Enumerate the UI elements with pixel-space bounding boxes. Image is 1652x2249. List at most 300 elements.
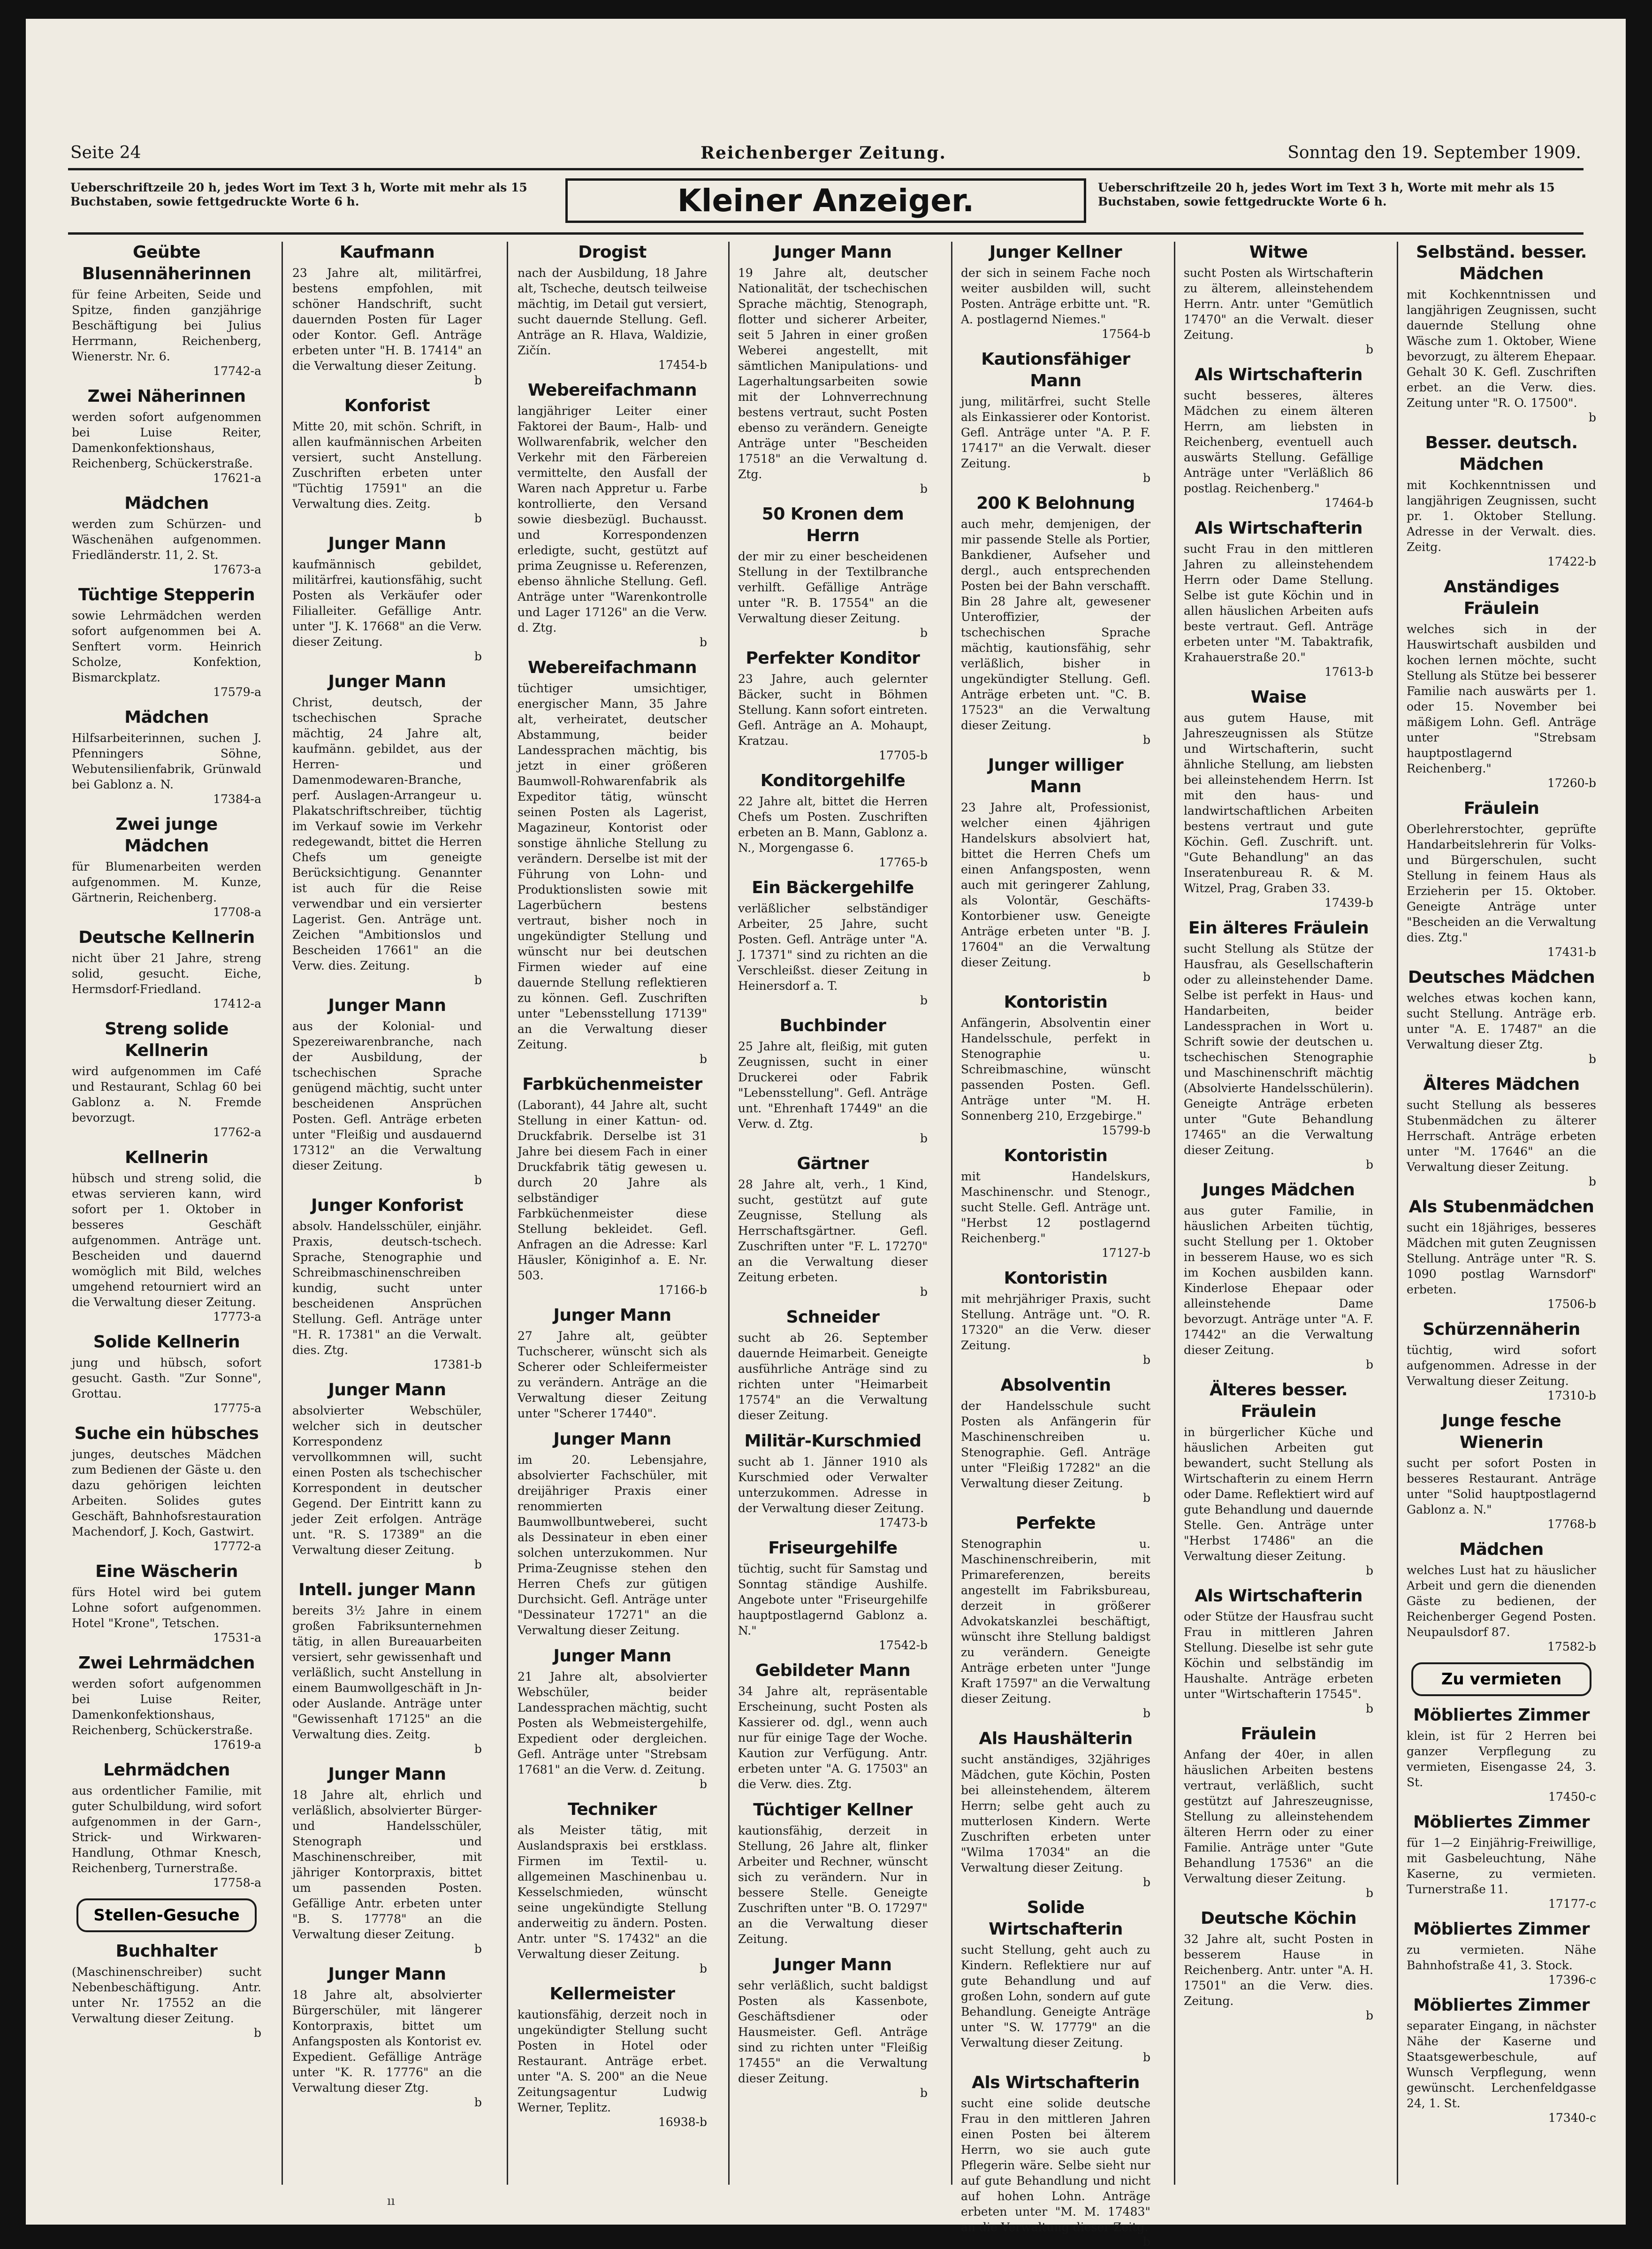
ad-title: Anständiges Fräulein — [1443, 577, 1560, 618]
ad-title: Kontoristin — [1004, 993, 1108, 1012]
ad-text: werden sofort aufgenommen bei Luise Reiter, Damenkonfektionshaus, Reichenberg, Schückerstraße. — [72, 410, 261, 470]
ad-text: fürs Hotel wird bei gutem Lohne sofort aufgenommen. Hotel "Krone", Tetschen. — [72, 1585, 261, 1630]
classified-ad — [1407, 1539, 1596, 1654]
ad-title: Schneider — [786, 1308, 880, 1327]
price-note-left: Ueberschriftzeile 20 h, jedes Wort im Text 3 h, Worte mit mehr als 15 Buchstaben, sowie fettgedruckte Worte 6 h. — [70, 181, 527, 208]
ad-text: nach der Ausbildung, 18 Jahre alt, Tscheche, deutsch teilweise mächtig, im Detail gut versiert, sucht dauernde Stellung. Gefl. Anträge an R. Hlava, Waldizie, Zičín. — [518, 266, 707, 357]
ad-code: 17450-c — [1548, 1790, 1596, 1804]
classified-ad — [72, 1759, 261, 1890]
ad-text: junges, deutsches Mädchen zum Bedienen der Gäste u. den dazu gehörigen leichten Arbeiten. Solides gutes Geschäft, Bahnhofsrestauration Machendorf, J. Koch, Gastwirt. — [72, 1447, 261, 1538]
ad-title: Kontoristin — [1004, 1146, 1108, 1165]
ad-text: werden sofort aufgenommen bei Luise Reiter, Damenkonfektionshaus, Reichenberg, Schückerstraße. — [72, 1677, 261, 1737]
ad-column — [734, 242, 931, 2185]
classified-ad — [518, 1799, 707, 1976]
ad-title: Buchbinder — [779, 1016, 886, 1035]
ad-code: 17260-b — [1547, 776, 1596, 790]
ad-text: tüchtig, wird sofort aufgenommen. Adresse in der Verwaltung dieser Zeitung. — [1407, 1343, 1596, 1388]
ad-text: als Meister tätig, mit Auslandspraxis bei erstklass. Firmen im Textil- u. allgemeinen Maschinenbau u. Kesselschmieden, wünscht seine ungekündigte Stellung anderweitig zu ändern. Posten. Antr. unter "S. 17432" an die Verwaltung dieser Zeitung. — [518, 1823, 707, 1961]
ad-code: 17673-a — [213, 563, 261, 576]
ad-code: 17454-b — [658, 358, 707, 372]
ad-text: tüchtiger umsichtiger, energischer Mann, 35 Jahre alt, verheiratet, deutscher Abstammung, beider Landessprachen mächtig, bis jetzt in einer größeren Baumwoll-Rohwarenfabrik als Expeditor tätig, wünscht seinen Posten als Lagerist, Magazineur, Kontorist oder sonstige ähnliche Stellung zu verändern. Derselbe ist mit der Führung von Lohn- und Produktionslisten sowie mit Lagerbüchern bestens vertraut, bisher noch in ungekündigter Stellung und wünscht nur bei deutschen Firmen wieder auf eine dauernde Stellung reflektieren zu können. Gefl. Zuschriften unter "Lebensstellung 17139" an die Verwaltung dieser Zeitung. — [518, 681, 707, 1051]
ad-title: Junger Mann — [328, 534, 446, 553]
ad-text: 18 Jahre alt, ehrlich und verläßlich, absolvierter Bürger- und Handelsschüler, Stenograph und Maschinenschreiber, mit jähriger Kontorpraxis, bittet um passenden Posten. Gefällige Antr. erbeten unter "B. S. 17778" an die Verwaltung dieser Zeitung. — [292, 1788, 482, 1941]
classified-ad — [292, 1764, 482, 1956]
ad-text: sucht ab 26. September dauernde Heimarbeit. Geneigte ausführliche Anträge sind zu richten unter "Heimarbeit 17574" an die Verwaltung dieser Zeitung. — [738, 1331, 928, 1422]
ad-code: b — [920, 482, 928, 496]
classified-ad — [1184, 1179, 1373, 1372]
ad-code: 17384-a — [213, 792, 261, 806]
ad-code: 17762-a — [213, 1125, 261, 1139]
ad-code: b — [474, 1742, 482, 1756]
ad-code: b — [1365, 2009, 1373, 2022]
classified-ad — [72, 1941, 261, 2040]
ad-text: absolv. Handelsschüler, einjähr. Praxis, deutsch-tschech. Sprache, Stenographie und Schreibmaschinenschreiben kundig, sucht unter bescheidenen Ansprüchen Stellung. Gefl. Anträge unter "H. R. 17381" an die Verwalt. dies. Ztg. — [292, 1219, 482, 1357]
ad-title: Junger williger Mann — [988, 756, 1124, 796]
classified-ad — [1184, 364, 1373, 510]
ad-code: b — [474, 1558, 482, 1571]
ad-code: b — [1365, 1702, 1373, 1715]
ad-code: 17166-b — [658, 1283, 707, 1297]
ad-code: b — [1365, 1886, 1373, 1900]
classified-ad — [961, 1145, 1150, 1260]
ad-code: 17542-b — [879, 1638, 928, 1652]
ad-code: b — [474, 512, 482, 525]
classified-ad — [72, 386, 261, 485]
classified-ad — [1407, 242, 1596, 425]
ad-code: 17705-b — [879, 749, 928, 762]
ad-title: Geübte Blusennäherinnen — [82, 243, 251, 283]
classified-ad — [518, 380, 707, 650]
ad-code: 17619-a — [213, 1738, 261, 1752]
ad-text: werden zum Schürzen- und Wäschenähen aufgenommen. Friedländerstr. 11, 2. St. — [72, 517, 261, 562]
classified-ad — [518, 1305, 707, 1421]
ad-code: b — [474, 1942, 482, 1956]
ad-text: mit Handelskurs, Maschinenschr. und Stenogr., sucht Stelle. Gefl. Anträge unt. "Herbst 12 postlagernd Reichenberg." — [961, 1170, 1150, 1245]
ad-title: Perfekter Konditor — [746, 649, 920, 668]
ad-text: kautionsfähig, derzeit noch in ungekündigter Stellung sucht Posten in Hotel oder Restaurant. Anträge erbet. unter "A. S. 200" an die Neue Zeitungsagentur Ludwig Werner, Teplitz. — [518, 2008, 707, 2114]
column-divider — [282, 242, 283, 2185]
ad-title: Zwei Lehrmädchen — [78, 1653, 255, 1673]
ad-text: welches sich in der Hauswirtschaft ausbilden und kochen lernen möchte, sucht Stellung als Stütze bei besserer Familie nach auswärts per 1. oder 15. November bei mäßigem Lohn. Gefl. Anträge unter "Strebsam hauptpostlagernd Reichenberg." — [1407, 622, 1596, 775]
classified-ad — [1407, 1705, 1596, 1804]
ad-text: oder Stütze der Hausfrau sucht Frau in mittleren Jahren Stellung. Dieselbe ist sehr gute Köchin und selbständig im Haushalte. Anträge erbeten unter "Wirtschafterin 17545". — [1184, 1610, 1373, 1701]
ad-code: 17431-b — [1547, 945, 1596, 959]
column-divider — [1174, 242, 1175, 2185]
ad-text: Anfängerin, Absolventin einer Handelsschule, perfekt in Stenographie u. Schreibmaschine, wünscht passenden Posten. Gefl. Anträge unter "M. H. Sonnenberg 210, Erzgebirge." — [961, 1016, 1150, 1123]
ad-title: Tüchtige Stepperin — [78, 585, 255, 604]
ad-text: der Handelsschule sucht Posten als Anfängerin für Maschinenschreiben u. Stenographie. Gefl. Anträge unter "Fleißig 17282" an die Verwaltung dieser Zeitung. — [961, 1399, 1150, 1490]
ad-code: 17464-b — [1325, 496, 1373, 510]
ad-text: Oberlehrerstochter, geprüfte Handarbeitslehrerin für Volks- und Bürgerschulen, sucht Stellung in feinem Haus als Erzieherin per 15. Oktober. Geneigte Anträge unter "Bescheiden an die Verwaltung dies. Ztg." — [1407, 822, 1596, 944]
ad-code: 17773-a — [213, 1310, 261, 1323]
classified-ad — [1407, 1919, 1596, 1987]
ad-text: mit mehrjähriger Praxis, sucht Stellung. Anträge unt. "O. R. 17320" an die Verw. dieser Zeitung. — [961, 1292, 1150, 1352]
classified-ad — [738, 877, 928, 1008]
ad-text: kaufmännisch gebildet, militärfrei, kautionsfähig, sucht Posten als Verkäufer oder Filialleiter. Gefällige Antr. unter "J. K. 17668" an die Verw. dieser Zeitung. — [292, 558, 482, 649]
ad-text: aus guter Familie, in häuslichen Arbeiten tüchtig, sucht Stellung per 1. Oktober in besserem Hause, wo es sich im Kochen ausbilden kann. Kinderlose Ehepaar oder alleinstehende Dame bevorzugt. Anträge unter "A. F. 17442" an die Verwaltung dieser Zeitung. — [1184, 1204, 1373, 1357]
ad-title: Als Wirtschafterin — [1195, 519, 1363, 538]
ad-code: b — [920, 1285, 928, 1299]
ad-code: 17765-b — [879, 856, 928, 869]
ad-code: b — [474, 650, 482, 663]
ad-title: Junger Mann — [328, 1380, 446, 1400]
ad-code: 17396-c — [1548, 1973, 1596, 1987]
ad-title: Ein älteres Fräulein — [1188, 918, 1369, 938]
classified-ad — [738, 648, 928, 763]
ad-title: Intell. junger Mann — [298, 1580, 476, 1599]
ad-text: nicht über 21 Jahre, streng solid, gesucht. Eiche, Hermsdorf-Friedland. — [72, 951, 261, 996]
ad-code: 17412-a — [213, 997, 261, 1010]
classified-ad — [738, 1430, 928, 1530]
ad-text: hübsch und streng solid, die etwas servieren kann, wird sofort per 1. Oktober in besseres Geschäft aufgenommen. Anträge unt. Bescheiden und dauernd womöglich mit Bild, welches umgehend retourniert wird an die Verwaltung dieser Zeitung. — [72, 1171, 261, 1309]
ad-title: Junger Mann — [328, 996, 446, 1015]
ad-text: tüchtig, sucht für Samstag und Sonntag ständige Aushilfe. Angebote unter "Friseurgehilfe hauptpostlagernd Gablonz a. N." — [738, 1562, 928, 1637]
ad-code: b — [1142, 2050, 1150, 2064]
ad-text: Anfang der 40er, in allen häuslichen Arbeiten bestens vertraut, verläßlich, sucht gestützt auf Jahreszeugnisse, Stellung zu alleinstehendem älteren Herrn oder zu einer Familie. Anträge unter "Gute Behandlung 17536" an die Verwaltung dieser Zeitung. — [1184, 1748, 1373, 1885]
ad-code: b — [253, 2026, 261, 2040]
classified-ad — [1184, 1723, 1373, 1900]
ad-code: b — [699, 635, 707, 649]
ad-title: Junger Mann — [774, 243, 892, 262]
ad-text: 32 Jahre alt, sucht Posten in besserem Hause in Reichenberg. Antr. unter "A. H. 17501" an die Verw. dies. Zeitung. — [1184, 1932, 1373, 2008]
ad-title: Möbliertes Zimmer — [1413, 1706, 1590, 1725]
ad-title: Mädchen — [124, 494, 209, 513]
page-number: Seite 24 — [70, 143, 141, 162]
ad-text: aus der Kolonial- und Spezereiwarenbranche, nach der Ausbildung, der tschechischen Sprache genügend mächtig, sucht unter bescheidenen Ansprüchen Posten. Gefl. Anträge erbeten unter "Fleißig und ausdauernd 17312" an die Verwaltung dieser Zeitung. — [292, 1019, 482, 1172]
ad-title: Junger Mann — [328, 1765, 446, 1784]
ad-title: Konforist — [344, 396, 430, 415]
ad-code: 17579-a — [213, 685, 261, 699]
ad-text: 22 Jahre alt, bittet die Herren Chefs um Posten. Zuschriften erbeten an B. Mann, Gablonz a. N., Morgengasse 6. — [738, 795, 928, 855]
ad-code: 17613-b — [1325, 665, 1373, 679]
classified-ad — [72, 814, 261, 919]
ad-code: b — [1365, 1564, 1373, 1577]
ad-text: aus ordentlicher Familie, mit guter Schulbildung, wird sofort aufgenommen in der Garn-, Strick- und Wirkwaren-Handlung, Othmar Knesch, Reichenberg, Turnerstraße. — [72, 1784, 261, 1875]
ad-title: Tüchtiger Kellner — [753, 1800, 913, 1820]
classified-ad — [292, 242, 482, 388]
ad-code: b — [920, 2086, 928, 2100]
classified-ad — [738, 1660, 928, 1792]
ad-code: 17531-a — [213, 1631, 261, 1645]
classified-ad — [72, 1652, 261, 1752]
ad-text: 23 Jahre alt, militärfrei, bestens empfohlen, mit schöner Handschrift, sucht dauernden Posten für Lager oder Kontor. Gefl. Anträge erbeten unter "H. B. 17414" an die Verwaltung dieser Zeitung. — [292, 266, 482, 373]
ad-text: mit Kochkenntnissen und langjährigen Zeugnissen, sucht dauernde Stellung ohne Wäsche zum 1. Oktober, Wiene bevorzugt, zu älterem Ehepaar. Gehalt 30 K. Gefl. Zuschriften erbet. an die Verw. dies. Zeitung unter "R. O. 17500". — [1407, 288, 1596, 410]
ad-title: Drogist — [578, 243, 647, 262]
ad-code: b — [1142, 2235, 1150, 2249]
classified-ad — [1407, 1319, 1596, 1403]
ad-code: 17582-b — [1547, 1640, 1596, 1653]
ad-text: welches etwas kochen kann, sucht Stellung. Anträge erb. unter "A. E. 17487" an die Verwaltung dieser Ztg. — [1407, 991, 1596, 1051]
ad-text: (Laborant), 44 Jahre alt, sucht Stellung in einer Kattun- od. Druckfabrik. Derselbe ist 31 Jahre bei diesem Fach in einer Druckfabrik tätig gewesen u. durch 20 Jahre als selbständiger Farbküchenmeister diese Stellung bekleidet. Gefl. Anfragen an die Adresse: Karl Häusler, Königinhof a. E. Nr. 503. — [518, 1098, 707, 1282]
classified-ad — [72, 1423, 261, 1553]
ad-code: 17473-b — [879, 1516, 928, 1530]
ad-title: Buchhalter — [115, 1942, 218, 1961]
ad-title: Deutsches Mädchen — [1408, 968, 1595, 987]
ad-code: b — [920, 994, 928, 1007]
ad-text: in bürgerlicher Küche und häuslichen Arbeiten gut bewandert, sucht Stellung als Wirtschafterin zu einem Herrn oder Dame. Reflektiert wird auf gute Behandlung und dauernde Stelle. Gen. Anträge unter "Herbst 17486" an die Verwaltung dieser Zeitung. — [1184, 1425, 1373, 1563]
section-title: Kleiner Anzeiger. — [565, 178, 1086, 223]
ad-text: bereits 3½ Jahre in einem großen Fabriksunternehmen tätig, in allen Bureauarbeiten versiert, sehr gewissenhaft und verläßlich, sucht Anstellung in einem Baumwollgeschäft in Jn- oder Auslande. Anträge unter "Gewissenhaft 17125" an die Verwaltung dies. Zeitg. — [292, 1604, 482, 1741]
ad-text: 28 Jahre alt, verh., 1 Kind, sucht, gestützt auf gute Zeugnisse, Stellung als Herrschaftsgärtner. Gefl. Zuschriften unter "F. L. 17270" an die Verwaltung dieser Zeitung erbeten. — [738, 1178, 928, 1284]
classified-ad — [292, 1964, 482, 2110]
ad-code: b — [1365, 1158, 1373, 1171]
classified-ad — [1184, 518, 1373, 679]
ad-code: 15799-b — [1102, 1124, 1150, 1137]
ad-code: b — [474, 1173, 482, 1187]
classified-ad — [292, 395, 482, 526]
ad-title: Als Wirtschafterin — [972, 2073, 1140, 2092]
newspaper-page — [26, 19, 1626, 2249]
classified-ad — [292, 995, 482, 1187]
title-rule — [68, 232, 1583, 235]
classified-ad — [72, 1561, 261, 1645]
ad-code: b — [699, 1052, 707, 1066]
ad-column — [514, 242, 711, 2185]
ad-code: b — [1365, 343, 1373, 356]
classified-ad — [961, 1728, 1150, 1889]
ad-column — [68, 242, 265, 2185]
ad-text: der sich in seinem Fache noch weiter ausbilden will, sucht Posten. Anträge erbitte unt. "R. A. postlagernd Niemes." — [961, 266, 1150, 326]
classified-ad — [738, 1799, 928, 1947]
ad-text: sucht Frau in den mittleren Jahren zu alleinstehendem Herrn oder Dame Stellung. Selbe ist gute Köchin und in allen häuslichen Arbeiten aufs beste vertraut. Gefl. Anträge erbeten unter "M. Tabaktrafik, Krahauerstraße 20." — [1184, 542, 1373, 664]
ad-code: b — [699, 1962, 707, 1975]
classified-ad — [72, 1331, 261, 1415]
ad-title: Selbständ. besser. Mädchen — [1416, 243, 1587, 283]
ad-code: 17772-a — [213, 1539, 261, 1553]
ad-title: Gärtner — [797, 1154, 869, 1173]
ad-code: 17177-c — [1548, 1897, 1596, 1911]
ad-title: Mädchen — [1459, 1540, 1544, 1559]
ad-text: sucht Stellung als besseres Stubenmädchen zu älterer Herrschaft. Anträge erbeten unter "M. 17646" an die Verwaltung dieser Zeitung. — [1407, 1098, 1596, 1174]
classified-ad — [738, 1153, 928, 1299]
ad-title: Als Wirtschafterin — [1195, 365, 1363, 384]
ad-text: sucht eine solide deutsche Frau in den mittleren Jahren einen Posten bei älterem Herrn, wo sie auch gute Pflegerin wäre. Selbe sieht nur auf gute Behandlung und nicht auf hohen Lohn. Anträge erbeten unter "M. M. 17483" an die Verwaltung dieser Zeitg. — [961, 2096, 1150, 2234]
ad-title: Junges Mädchen — [1202, 1180, 1355, 1200]
ad-code: 17127-b — [1102, 1246, 1150, 1260]
ad-title: Fräulein — [1241, 1724, 1317, 1744]
ad-title: Junger Mann — [553, 1646, 671, 1666]
classified-ad — [961, 1897, 1150, 2065]
classified-ad — [72, 1147, 261, 1324]
ad-code: b — [1588, 1052, 1596, 1066]
ad-title: Mädchen — [124, 708, 209, 727]
ad-text: zu vermieten. Nähe Bahnhofstraße 41, 3. Stock. — [1407, 1943, 1596, 1972]
classified-ad — [1184, 1908, 1373, 2023]
classified-ad — [961, 755, 1150, 984]
ad-title: Waise — [1250, 688, 1307, 707]
ad-code: 17340-c — [1548, 2111, 1596, 2125]
ad-code: b — [1142, 1875, 1150, 1889]
classified-ad — [961, 1268, 1150, 1367]
classified-ad — [518, 242, 707, 372]
classified-ad — [292, 1195, 482, 1372]
footer-mark: ıı — [387, 2194, 395, 2208]
classified-ad — [292, 1379, 482, 1572]
ad-title: Möbliertes Zimmer — [1413, 1920, 1590, 1939]
ad-code: 17621-a — [213, 471, 261, 485]
ad-title: Friseurgehilfe — [768, 1538, 898, 1558]
ad-title: Möbliertes Zimmer — [1413, 1996, 1590, 2015]
column-divider — [507, 242, 508, 2185]
ad-code: b — [1588, 411, 1596, 424]
stellen-gesuche-heading: Stellen-Gesuche — [76, 1898, 257, 1932]
ad-column — [957, 242, 1154, 2249]
ad-title: Junger Mann — [328, 1965, 446, 1984]
ad-text: 23 Jahre, auch gelernter Bäcker, sucht in Böhmen Stellung. Kann sofort eintreten. Gefl. Anträge an A. Mohaupt, Kratzau. — [738, 672, 928, 748]
ad-title: Junger Konforist — [311, 1196, 463, 1215]
ad-text: langjähriger Leiter einer Faktorei der Baum-, Halb- und Wollwarenfabrik, welcher den Verkehr mit den Färbereien vermittelte, den Ausfall der Waren nach Appretur u. Farbe kontrollierte, den Versand sowie diesbezügl. Buchausst. und Korrespondenzen erledigte, sucht, gestützt auf prima Zeugnisse u. Referenzen, ebenso ähnliche Stellung. Gefl. Anträge unter "Warenkontrolle und Lager 17126" an die Verw. d. Ztg. — [518, 404, 707, 635]
ad-code: 17758-a — [213, 1876, 261, 1889]
ad-title: Junger Mann — [774, 1955, 892, 1974]
classified-ad — [518, 1074, 707, 1297]
ad-code: 17708-a — [213, 905, 261, 919]
classified-ad — [738, 770, 928, 870]
ad-title: Junger Mann — [328, 672, 446, 691]
ad-title: Konditorgehilfe — [760, 771, 906, 790]
ad-code: b — [474, 973, 482, 987]
classified-ad — [72, 242, 261, 378]
ad-text: Mitte 20, mit schön. Schrift, in allen kaufmännischen Arbeiten versiert, sucht Anstellung. Zuschriften erbeten unter "Tüchtig 17591" an die Verwaltung dies. Zeitg. — [292, 420, 482, 511]
ad-text: welches Lust hat zu häuslicher Arbeit und gern die dienenden Gäste zu bedienen, der Reichenberger Gegend Posten. Neupaulsdorf 87. — [1407, 1563, 1596, 1639]
ad-code: b — [1142, 471, 1150, 485]
classified-ad — [961, 2072, 1150, 2249]
ad-code: 17310-b — [1547, 1389, 1596, 1402]
ad-code: 17381-b — [433, 1358, 482, 1371]
ad-code: b — [1142, 733, 1150, 747]
classified-ad — [738, 1015, 928, 1146]
ad-title: Streng solide Kellnerin — [105, 1019, 228, 1060]
ad-title: Techniker — [568, 1800, 657, 1819]
ad-code: b — [920, 626, 928, 640]
classified-ad — [1407, 432, 1596, 569]
ad-text: für feine Arbeiten, Seide und Spitze, finden ganzjährige Beschäftigung bei Julius Herrmann, Reichenberg, Wienerstr. Nr. 6. — [72, 288, 261, 363]
ad-text: für Blumenarbeiten werden aufgenommen. M. Kunze, Gärtnerin, Reichenberg. — [72, 860, 261, 904]
column-divider — [951, 242, 952, 2185]
ad-title: Witwe — [1249, 243, 1308, 262]
ad-text: sucht besseres, älteres Mädchen zu einem älteren Herrn, am liebsten in Reichenberg, eventuell auch auswärts Stellung. Gefällige Anträge unter "Verläßlich 86 postlag. Reichenberg." — [1184, 389, 1373, 495]
classified-ad — [961, 1375, 1150, 1505]
ad-text: Hilfsarbeiterinnen, suchen J. Pfenningers Söhne, Webutensilienfabrik, Grünwald bei Gablonz a. N. — [72, 731, 261, 791]
ad-title: Solide Kellnerin — [93, 1332, 240, 1352]
classified-ad — [738, 1307, 928, 1423]
ad-title: Webereifachmann — [527, 381, 697, 400]
ad-text: Stenographin u. Maschinenschreiberin, mit Primareferenzen, bereits angestellt im Fabriksbureau, derzeit in größerer Advokatskanzlei beschäftigt, wünscht ihre Stellung baldigst zu verändern. Geneigte Anträge erbeten unter "Junge Kraft 17597" an die Verwaltung dieser Zeitung. — [961, 1537, 1150, 1706]
ad-code: 17506-b — [1547, 1297, 1596, 1311]
classified-ad — [1407, 576, 1596, 790]
ad-text: Christ, deutsch, der tschechischen Sprache mächtig, 24 Jahre alt, kaufmänn. gebildet, aus der Herren- und Damenmodewaren-Branche, perf. Auslagen-Arrangeur u. Plakatschriftschreiber, tüchtig im Verkauf sowie im Verkehr redegewandt, bittet die Herren Chefs um geneigte Berücksichtigung. Genannter ist auch für die Reise verwendbar und ein versierter Lagerist. Gen. Anträge unt. Zeichen "Ambitionslos und Bescheiden 17661" an die Verw. dies. Zeitung. — [292, 696, 482, 972]
ad-text: verläßlicher selbständiger Arbeiter, 25 Jahre, sucht Posten. Gefl. Anträge unter "A. J. 17371" sind zu richten an die Verschleißst. dieser Zeitung in Heinersdorf a. T. — [738, 902, 928, 993]
classified-ad — [72, 493, 261, 577]
ad-text: wird aufgenommen im Café und Restaurant, Schlag 60 bei Gablonz a. N. Fremde bevorzugt. — [72, 1064, 261, 1124]
classified-ad — [292, 1579, 482, 1756]
classified-ad — [1184, 1379, 1373, 1578]
ad-text: sucht anständiges, 32jähriges Mädchen, gute Köchin, Posten bei alleinstehendem, älterem Herrn; selbe geht auch zu mutterlosen Kindern. Werte Zuschriften erbeten unter "Wilma 17034" an die Verwaltung dieser Zeitung. — [961, 1752, 1150, 1874]
ad-title: Älteres besser. Fräulein — [1209, 1380, 1348, 1421]
classified-ad — [518, 1645, 707, 1791]
ad-code: 17422-b — [1547, 555, 1596, 568]
ad-title: Kaufmann — [339, 243, 435, 262]
ad-title: Junger Kellner — [989, 243, 1122, 262]
ad-title: Webereifachmann — [527, 658, 697, 677]
classified-ad — [1184, 242, 1373, 357]
ad-title: Militär-Kurschmied — [744, 1431, 921, 1451]
ad-text: 19 Jahre alt, deutscher Nationalität, der tschechischen Sprache mächtig, Stenograph, flotter und sicherer Arbeiter, seit 5 Jahren in einer großen Weberei angestellt, mit sämtlichen Manipulations- und Lagerhaltungsarbeiten sowie mit der Lohnverrechnung bestens vertraut, sucht Posten ebenso zu verändern. Geneigte Anträge unter "Bescheiden 17518" an die Verwaltung d. Ztg. — [738, 266, 928, 481]
ad-text: sucht Stellung, geht auch zu Kindern. Reflektiere nur auf gute Behandlung und auf großen Lohn, sondern auf gute Behandlung. Geneigte Anträge unter "S. W. 17779" an die Verwaltung dieser Zeitung. — [961, 1943, 1150, 2050]
ad-code: 17742-a — [213, 364, 261, 378]
ad-text: sowie Lehrmädchen werden sofort aufgenommen bei A. Senftert vorm. Heinrich Scholze, Konfektion, Bismarckplatz. — [72, 609, 261, 684]
ad-code: b — [1588, 1175, 1596, 1188]
ad-title: Kontoristin — [1004, 1269, 1108, 1288]
ad-code: b — [699, 1777, 707, 1791]
ad-text: separater Eingang, in nächster Nähe der Kaserne und Staatsgewerbeschule, auf Wunsch Verpflegung, wenn gewünscht. Lerchenfeldgasse 24, 1. St. — [1407, 2019, 1596, 2110]
ad-code: b — [1142, 1706, 1150, 1720]
ad-text: 23 Jahre alt, Professionist, welcher einen 4jährigen Handelskurs absolviert hat, bittet die Herren Chefs um einen Anfangsposten, wenn auch mit geringerer Zahlung, als Volontär, Geschäfts-Kontorbiener usw. Geneigte Anträge erbeten unter "B. J. 17604" an die Verwaltung dieser Zeitung. — [961, 801, 1150, 969]
ad-text: sucht per sofort Posten in besseres Restaurant. Anträge unter "Solid hauptpostlagernd Gablonz a. N." — [1407, 1456, 1596, 1516]
classified-ad — [961, 242, 1150, 341]
ad-text: der mir zu einer bescheidenen Stellung in der Textilbranche verhilft. Gefällige Anträge unter "R. B. 17554" an die Verwaltung dieser Zeitung. — [738, 550, 928, 625]
ad-text: jung, militärfrei, sucht Stelle als Einkassierer oder Kontorist. Gefl. Anträge unter "A. P. F. 17417" an die Verwalt. dieser Zeitung. — [961, 395, 1150, 470]
classified-ad — [72, 584, 261, 699]
ad-title: 50 Kronen dem Herrn — [761, 505, 904, 545]
column-divider — [728, 242, 730, 2185]
ad-text: (Maschinenschreiber) sucht Nebenbeschäftigung. Antr. unter Nr. 17552 an die Verwaltung dieser Zeitung. — [72, 1965, 261, 2025]
classified-ad — [1407, 1074, 1596, 1189]
classified-ad — [738, 242, 928, 496]
ad-text: 25 Jahre alt, fleißig, mit guten Zeugnissen, sucht in einer Druckerei oder Fabrik "Lebensstellung". Gefl. Anträge unt. "Ehrenhaft 17449" an die Verw. d. Ztg. — [738, 1040, 928, 1131]
ad-text: 21 Jahre alt, absolvierter Webschüler, beider Landessprachen mächtig, sucht Posten als Webmeistergehilfe, Expedient oder dergleichen. Gefl. Anträge unter "Strebsam 17681" an die Verw. d. Zeitung. — [518, 1670, 707, 1776]
ad-text: sucht ein 18jähriges, besseres Mädchen mit guten Zeugnissen Stellung. Anträge unter "R. S. 1090 postlag Warnsdorf" erbeten. — [1407, 1221, 1596, 1296]
ad-title: Perfekte — [1015, 1514, 1096, 1533]
classified-ad — [1407, 1812, 1596, 1911]
ad-title: 200 K Belohnung — [976, 494, 1135, 513]
classified-ad — [292, 671, 482, 987]
classified-ad — [518, 1429, 707, 1638]
ad-code: b — [1142, 1491, 1150, 1505]
ad-title: Besser. deutsch. Mädchen — [1425, 433, 1578, 474]
zu-vermieten-heading: Zu vermieten — [1411, 1662, 1591, 1696]
ad-title: Zwei Näherinnen — [87, 387, 246, 406]
ad-text: sucht Posten als Wirtschafterin zu älterem, alleinstehendem Herrn. Antr. unter "Gemütlich 17470" an die Verwalt. dieser Zeitung. — [1184, 266, 1373, 342]
classified-ad — [1184, 1585, 1373, 1716]
classified-ad — [738, 1954, 928, 2100]
classified-ad — [738, 1538, 928, 1652]
ad-text: jung und hübsch, sofort gesucht. Gasth. "Zur Sonne", Grottau. — [72, 1356, 261, 1400]
ad-text: 18 Jahre alt, absolvierter Bürgerschüler, mit längerer Kontorpraxis, bittet um Anfangsposten als Kontorist ev. Expedient. Gefällige Anträge unter "K. R. 17776" an die Verwaltung dieser Ztg. — [292, 1988, 482, 2095]
ad-title: Suche ein hübsches — [74, 1424, 259, 1443]
ad-title: Deutsche Köchin — [1201, 1909, 1356, 1928]
classified-ad — [738, 504, 928, 640]
classified-ad — [1184, 687, 1373, 910]
ad-text: für 1—2 Einjährig-Freiwillige, mit Gasbeleuchtung, Nähe Kaserne, zu vermieten. Turnerstraße 11. — [1407, 1836, 1596, 1896]
ad-title: Kellermeister — [549, 1984, 675, 2004]
ad-title: Farbküchenmeister — [522, 1075, 702, 1094]
column-divider — [1397, 242, 1398, 2185]
ad-text: sucht Stellung als Stütze der Hausfrau, als Gesellschafterin oder zu alleinstehender Dame. Selbe ist perfekt in Haus- und Handarbeiten, beider Landessprachen in Wort u. Schrift sowie der deutschen u. tschechischen Stenographie und Maschinenschrift mächtig (Absolvierte Handelsschülerin). Geneigte Anträge erbeten unter "Gute Behandlung 17465" an die Verwaltung dieser Zeitung. — [1184, 942, 1373, 1157]
ad-text: im 20. Lebensjahre, absolvierter Fachschüler, mit dreijähriger Praxis einer renommierten Baumwollbuntweberei, sucht als Dessinateur in eben einer solchen unterzukommen. Nur Prima-Zeugnisse stehen den Herren Chefs zur gütigen Durchsicht. Gefl. Anträge unter "Dessinateur 17271" an die Verwaltung dieser Zeitung. — [518, 1453, 707, 1637]
classified-ad — [961, 992, 1150, 1138]
classified-ad — [1407, 1196, 1596, 1311]
ad-title: Junge fesche Wienerin — [1441, 1411, 1561, 1452]
ad-text: mit Kochkenntnissen und langjährigen Zeugnissen, sucht pr. 1. Oktober Stellung. Adresse in der Verwalt. dies. Zeitg. — [1407, 478, 1596, 554]
price-note-right: Ueberschriftzeile 20 h, jedes Wort im Text 3 h, Worte mit mehr als 15 Buchstaben, sowie fettgedruckte Worte 6 h. — [1098, 181, 1555, 208]
ad-text: absolvierter Webschüler, welcher sich in deutscher Korrespondenz vervollkommnen will, sucht einen Posten als tschechischer Korrespondent in deutscher Gegend. Der Eintritt kann zu jeder Zeit erfolgen. Anträge unt. "R. S. 17389" an die Verwaltung dieser Zeitung. — [292, 1404, 482, 1557]
ad-code: b — [474, 374, 482, 387]
ad-title: Eine Wäscherin — [95, 1562, 238, 1581]
ad-title: Lehrmädchen — [103, 1760, 230, 1780]
ad-title: Ein Bäckergehilfe — [752, 878, 914, 897]
issue-date: Sonntag den 19. September 1909. — [1287, 143, 1581, 162]
classified-ad — [518, 1983, 707, 2129]
